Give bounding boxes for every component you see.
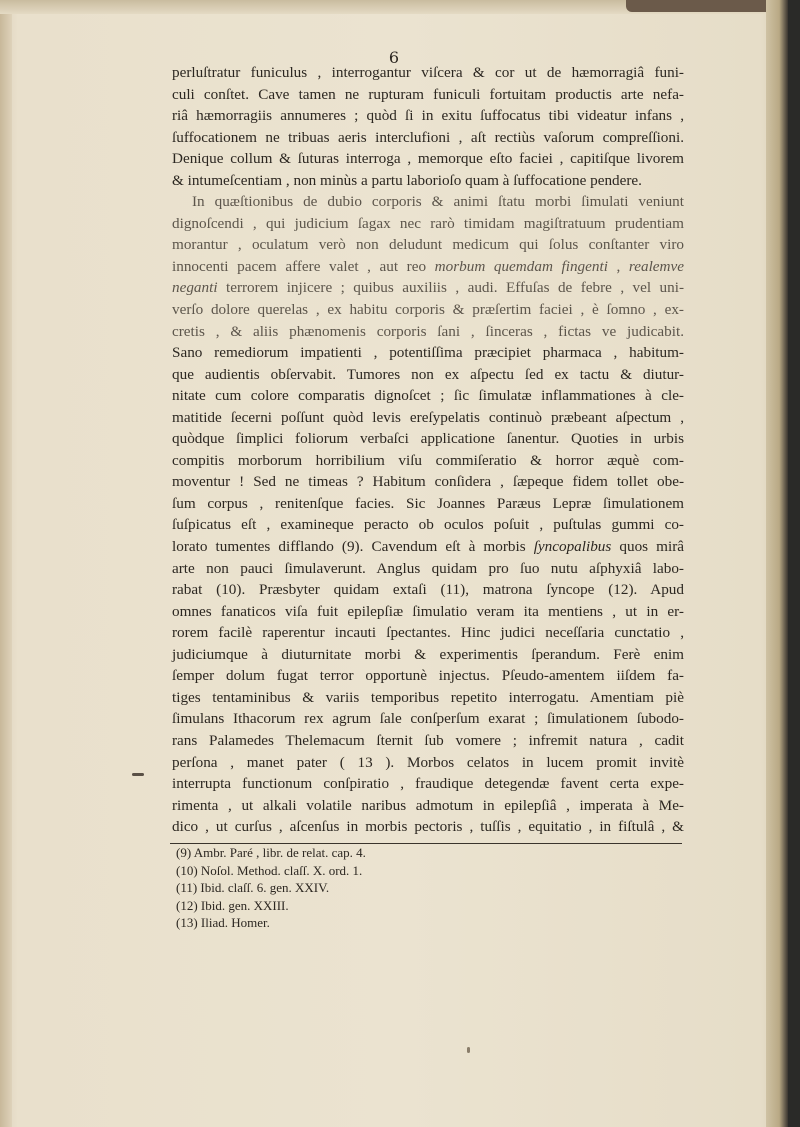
text-line: Denique collum & ſuturas interroga , memorque eſto faciei , capitiſque livorem (172, 150, 684, 168)
text-line: Sano remediorum impatienti , potentiſſima præcipiet pharmaca , habitum- (172, 344, 684, 362)
text-line: ſemper dolum fugat terror opportunè injectus. Pſeudo-amentem iiſdem fa- (172, 667, 684, 685)
footnotes (176, 844, 576, 932)
footnote: (10) Noſol. Method. claſſ. X. ord. 1. (176, 862, 363, 878)
page-right-edge (766, 0, 788, 1127)
text-line: moventur ! Sed ne timeas ? Habitum conſidera , ſæpeque fidem tollet obe- (172, 473, 684, 491)
text-line: rorem facilè raperentur incauti ſpectantes. Hinc judici neceſſaria cunctatio , (172, 624, 684, 642)
footnote: (9) Ambr. Paré , libr. de relat. cap. 4. (176, 845, 366, 860)
footnote: (11) Ibid. claſſ. 6. gen. XXIV. (176, 880, 330, 895)
text-line: omnes fanaticos viſa fuit epilepſiæ ſimulatio veram ita mentiens , ut in er- (172, 602, 684, 620)
body-text (172, 62, 684, 838)
text-line: riâ hæmorragiis annumeres ; quòd ſi in exitu ſuffocatus tibi videatur infans , (172, 107, 684, 125)
text-line: verſo dolore querelas , ex habitu corporis & præſertim faciei , è ſomno , ex- (172, 301, 684, 319)
text-line: ſimulans Ithacorum rex agrum ſale conſperſum exarat ; ſimulationem ſubodo- (172, 710, 684, 728)
text-line: cretis , & aliis phænomenis corporis ſani , ſinceras , fictas ve judicabit. (172, 322, 684, 340)
text-line: perluſtratur funiculus , interrogantur viſcera & cor ut de hæmorragiâ funi- (172, 64, 684, 81)
text-line: dignoſcendi , qui judicium ſagax nec rarò timidam magiſtratuum prudentiam (172, 214, 684, 232)
text-line: culi conſtet. Cave tamen ne rupturam funiculi fortuitam productis arte nefa- (172, 85, 684, 103)
text-line: lorato tumentes difflando (9). Cavendum eſt à morbis ſyncopalibus quos mirâ (172, 538, 684, 556)
text-line: & intumeſcentiam , non minùs a partu laborioſo quam à ſuffocatione pendere. (172, 171, 642, 189)
text-line: morantur , oculatum verò non deludunt medicum qui ſolus conſtanter viro (172, 236, 684, 254)
text-line: perſona , manet pater ( 13 ). Morbos celatos in lucem promit invitè (172, 753, 684, 771)
text-line: quòdque ſimplici foliorum verbaſci applicatione ſanentur. Quoties in urbis (172, 430, 684, 448)
text-line: tiges tentaminibus & variis temporibus repetito interrogatu. Amentiam piè (172, 688, 684, 706)
text-line: rabat (10). Præsbyter quidam extaſi (11), matrona ſyncope (12). Apud (172, 581, 684, 599)
text-line: dico , ut curſus , aſcenſus in morbis pectoris , tuſſis , equitatio , in fiſtulâ , & (172, 818, 684, 836)
margin-ink-mark (132, 773, 144, 776)
text-line: ſuſpicatus eſt , examineque peracto ob oculos poſuit , puſtulas gummi co- (172, 516, 684, 534)
page-left-edge (0, 0, 12, 1127)
text-line: ſum corpus , renitenſque facies. Sic Joannes Paræus Lepræ ſimulationem (172, 494, 684, 512)
text-line: ſuffocationem ne tribuas aeris interclufioni , aſt rectiùs vaſorum compreſſioni. (172, 128, 684, 146)
text-line: interrupta functionum conſpiratio , fraudique detegendæ favent certa expe- (172, 775, 684, 793)
footnote: (12) Ibid. gen. XXIII. (176, 897, 289, 913)
text-line: matitide ſecerni poſſunt quòd levis ereſypelatis continuò præbeant aſpectum , (172, 408, 684, 426)
text-line: judiciumque à diuturnitate morbi & experimentis ſperandum. Ferè enim (172, 645, 684, 663)
text-line: rimenta , ut alkali volatile naribus admotum in epilepſiâ , imperata à Me- (172, 796, 684, 814)
page-number: 6 (388, 48, 400, 67)
text-line: nitate cum colore comparatis dignoſcet ; ſic ſimulatæ inflammationes à cle- (172, 387, 684, 405)
book-cover-edge (626, 0, 776, 12)
text-line: innocenti pacem affere valet , aut reo morbum quemdam fingenti , realemve (172, 257, 684, 275)
text-line: que audientis obſervabit. Tumores non ex aſpectu ſed ex tactu & diutur- (172, 365, 684, 383)
footnote: (13) Iliad. Homer. (176, 915, 270, 930)
text-line: rans Palamedes Thelemacum ſternit ſub vomere ; infremit natura , cadit (172, 731, 684, 749)
text-line: In quæſtionibus de dubio corporis & animi ſtatu morbi ſimulati veniunt (192, 193, 684, 211)
text-line: neganti terrorem injicere ; quibus auxiliis , audi. Effuſas de febre , vel uni- (172, 279, 684, 297)
text-line: arte non pauci ſimulaverunt. Anglus quidam pro ſuo nutu aſphyxiâ labo- (172, 559, 684, 577)
paper-spot (467, 1047, 470, 1053)
text-line: compitis morborum horribilium viſu commiſeratio & horror æquè com- (172, 451, 684, 469)
